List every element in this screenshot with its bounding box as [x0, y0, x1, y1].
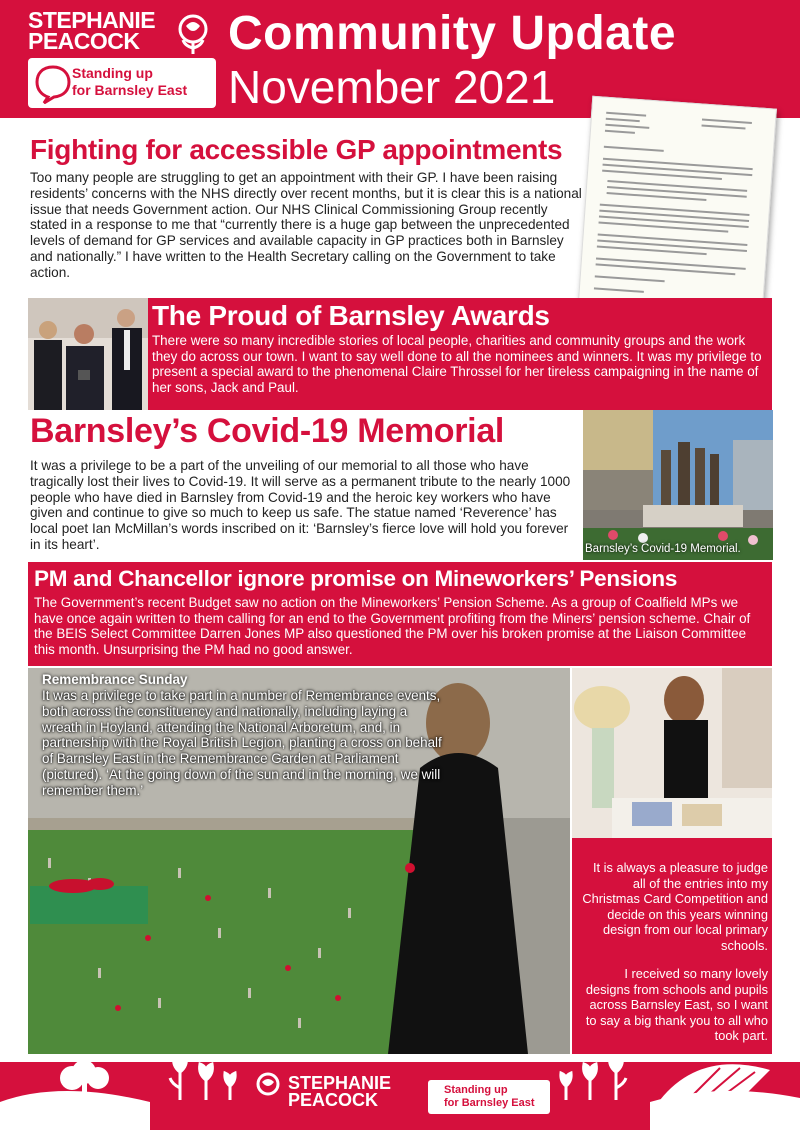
logo-line-1: STEPHANIE: [28, 7, 156, 33]
gp-heading: Fighting for accessible GP appointments: [30, 134, 563, 165]
pensions-heading: PM and Chancellor ignore promise on Mineworkers’ Pensions: [34, 566, 678, 591]
remembrance-heading: Remembrance Sunday: [42, 672, 188, 687]
footer-tagline-2: for Barnsley East: [444, 1097, 535, 1109]
awards-body: There were so many incredible stories of local people, charities and community groups and the work they do across our town. I want to say well done to all the nominees and winners. It was my privilege to present a special award to the phenomenal Claire Throssel for her tireless campaigning in the name of her sons, Jack and Paul.: [152, 333, 762, 395]
footer-logo-name: [288, 1075, 438, 1109]
pensions-body: The Government’s recent Budget saw no action on the Mineworkers’ Pension Scheme. As a group of Coalfield MPs we have once again written to them calling for an end to the Government profiting from the Miners’ pension scheme. Chair of the BEIS Select Committee Darren Jones MP also questioned the PM over his broken promise at the Liaison Committee this month. Unsurprising the PM had no good answer.: [34, 595, 751, 657]
memorial-photo: [583, 410, 773, 560]
gp-body: Too many people are struggling to get an appointment with their GP. I have been raising residents’ concerns with the NHS directly over recent months, but it is clear this is a national issue that needs Government action. Our NHS Clinical Commissioning Group recently stated in a response to me that “currently there is a huge gap between the unprecedented levels of demand for GP services and available capacity in GP practices both in Barnsley and nationally.” I have written to the Health Secretary calling on the Government to take action.: [30, 170, 582, 280]
rose-icon: [170, 12, 216, 56]
awards-heading: The Proud of Barnsley Awards: [152, 300, 550, 331]
logo-tagline-2: for Barnsley East: [72, 82, 188, 98]
remembrance-body: It was a privilege to take part in a number of Remembrance events, both across the constituency and nationally, including laying a wreath in Hoyland, attending the National Arboretum, and, in partnership with the Royal British Legion, planting a cross on behalf of Barnsley East in the Remembrance Garden at Parliament (pictured). ‘At the going down of the sun and in the morning, we will remember them.’: [42, 688, 442, 798]
footer-name-2: PEACOCK: [288, 1090, 379, 1110]
logo-tagline-1: Standing up: [72, 65, 153, 81]
memorial-caption: Barnsley’s Covid-19 Memorial.: [585, 543, 741, 555]
christmas-body-1: It is always a pleasure to judge all of the entries into my Christmas Card Competition and decide on this years winning design from our local primary schools.: [582, 860, 768, 953]
footer-tagline-1: Standing up: [444, 1084, 508, 1096]
letter-image: [578, 96, 777, 313]
awards-photo: [28, 298, 148, 410]
footer-tagline: [428, 1080, 550, 1114]
logo-line-2: PEACOCK: [28, 28, 140, 54]
footer-name-1: STEPHANIE: [288, 1073, 392, 1093]
covid-heading: Barnsley’s Covid-19 Memorial: [30, 412, 505, 450]
speech-bubble-icon: [34, 64, 72, 104]
rose-icon: [258, 1074, 278, 1094]
covid-body: It was a privilege to be a part of the unveiling of our memorial to all those who have tragically lost their lives to Covid-19. It will serve as a permanent tribute to the nearly 1000 people who have died in Barnsley from Covid-19 and the heroic key workers who have given and continue to give so much to keep us safe. The statue named ‘Reverence’ has local poet Ian McMillan’s words inscribed on it: ‘Barnsley’s fierce love will hold you forever in its heart’.: [30, 458, 571, 552]
page-title: Community Update: [228, 7, 677, 60]
issue-date: November 2021: [228, 61, 556, 113]
christmas-photo: [572, 668, 772, 838]
christmas-body-2: I received so many lovely designs from schools and pupils across Barnsley East, so I want to say a big thank you to all who took part.: [585, 966, 768, 1044]
